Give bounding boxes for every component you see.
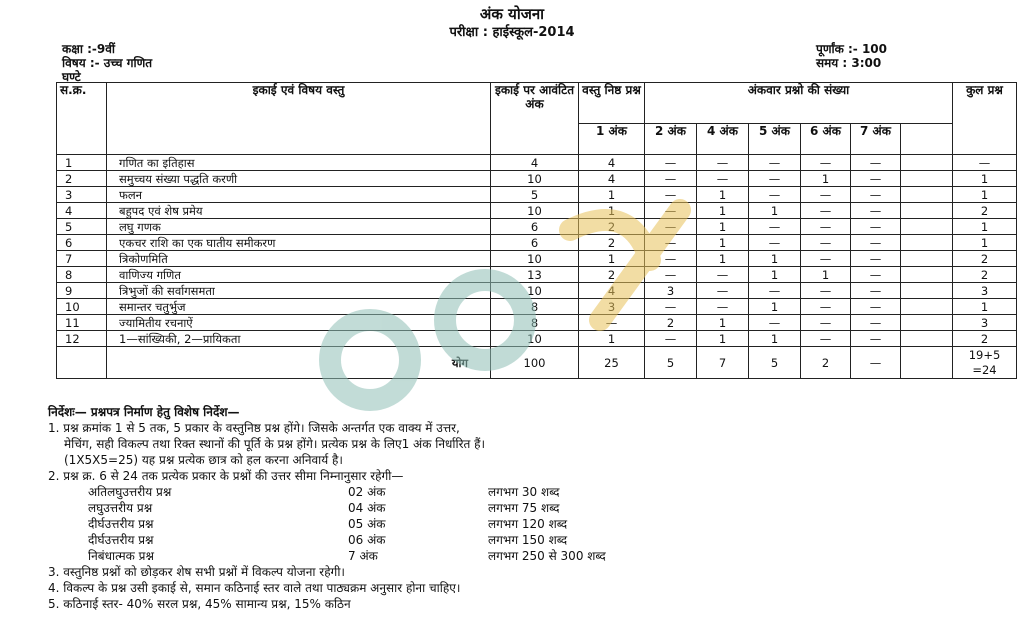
class-label: कक्षा :-9वीं bbox=[62, 42, 116, 56]
cell-total: 1 bbox=[953, 219, 1017, 235]
table-body bbox=[57, 155, 1017, 347]
table-row bbox=[57, 299, 1017, 315]
cell-blank bbox=[901, 155, 953, 171]
instruction-3: 3. वस्तुनिष्ठ प्रश्नों को छोड़कर शेष सभी प्रश्नों में विकल्प योजना रहेगी। bbox=[48, 565, 345, 579]
cell-2-marks: — bbox=[645, 171, 697, 187]
answer-limit-row bbox=[48, 548, 1008, 564]
instruction-1a: 1. प्रश्न क्रमांक 1 से 5 तक, 5 प्रकार के वस्तुनिष्ठ प्रश्न होंगे। जिसके अन्तर्गत एक वाक्य में उत्तर, bbox=[48, 421, 460, 435]
cell-2-marks: — bbox=[645, 299, 697, 315]
instructions-section bbox=[48, 404, 1008, 612]
header-total: कुल प्रश्न bbox=[953, 83, 1017, 155]
cell-sno: 3 bbox=[57, 187, 107, 203]
cell-5-marks: 1 bbox=[749, 299, 801, 315]
total-label: योग bbox=[107, 347, 491, 379]
total-2-marks: 5 bbox=[645, 347, 697, 379]
cell-7-marks: — bbox=[851, 331, 901, 347]
cell-4-marks: — bbox=[697, 299, 749, 315]
total-7-marks: — bbox=[851, 347, 901, 379]
answer-limit-row bbox=[48, 516, 1008, 532]
cell-sno: 4 bbox=[57, 203, 107, 219]
word-limit: लगभग 75 शब्द bbox=[488, 501, 560, 515]
cell-objective: 3 bbox=[579, 299, 645, 315]
total-blank bbox=[57, 347, 107, 379]
cell-total: 1 bbox=[953, 299, 1017, 315]
page-title: अंक योजना bbox=[479, 5, 545, 23]
cell-unit: 1—सांख्यिकी, 2—प्रायिकता bbox=[107, 331, 491, 347]
cell-5-marks: — bbox=[749, 171, 801, 187]
cell-marks: 6 bbox=[491, 235, 579, 251]
cell-sno: 11 bbox=[57, 315, 107, 331]
header-sno: स.क्र. bbox=[57, 83, 107, 155]
cell-6-marks: — bbox=[801, 315, 851, 331]
cell-unit: समुच्चय संख्या पद्धति करणी bbox=[107, 171, 491, 187]
hours-label: घण्टे bbox=[62, 70, 81, 84]
cell-unit: गणित का इतिहास bbox=[107, 155, 491, 171]
table-row bbox=[57, 203, 1017, 219]
cell-2-marks: — bbox=[645, 219, 697, 235]
cell-unit: त्रिभुजों की सर्वागसमता bbox=[107, 283, 491, 299]
cell-total: 1 bbox=[953, 171, 1017, 187]
cell-objective: 4 bbox=[579, 155, 645, 171]
cell-4-marks: — bbox=[697, 267, 749, 283]
cell-marks: 4 bbox=[491, 155, 579, 171]
cell-2-marks: — bbox=[645, 155, 697, 171]
cell-6-marks: — bbox=[801, 219, 851, 235]
cell-5-marks: — bbox=[749, 283, 801, 299]
total-marks: 100 bbox=[491, 347, 579, 379]
cell-7-marks: — bbox=[851, 155, 901, 171]
cell-objective: 2 bbox=[579, 267, 645, 283]
cell-objective: 1 bbox=[579, 251, 645, 267]
cell-sno: 12 bbox=[57, 331, 107, 347]
cell-5-marks: 1 bbox=[749, 267, 801, 283]
cell-7-marks: — bbox=[851, 171, 901, 187]
header-blank bbox=[901, 124, 953, 155]
cell-4-marks: 1 bbox=[697, 235, 749, 251]
cell-unit: त्रिकोणमिति bbox=[107, 251, 491, 267]
cell-2-marks: 2 bbox=[645, 315, 697, 331]
instruction-1c: (1X5X5=25) यह प्रश्न प्रत्येक छात्र को हल करना अनिवार्य है। bbox=[64, 453, 343, 467]
cell-7-marks: — bbox=[851, 251, 901, 267]
cell-6-marks: — bbox=[801, 283, 851, 299]
cell-total: 2 bbox=[953, 267, 1017, 283]
instruction-2: 2. प्रश्न क्र. 6 से 24 तक प्रत्येक प्रकार के प्रश्नों की उत्तर सीमा निम्नानुसार रहेगी— bbox=[48, 469, 404, 483]
cell-objective: 4 bbox=[579, 171, 645, 187]
total-5-marks: 5 bbox=[749, 347, 801, 379]
question-type: अतिलघुउत्तरीय प्रश्न bbox=[88, 485, 172, 499]
cell-blank bbox=[901, 299, 953, 315]
cell-blank bbox=[901, 187, 953, 203]
cell-total: 1 bbox=[953, 235, 1017, 251]
header-7-marks: 7 अंक bbox=[851, 124, 901, 155]
cell-4-marks: 1 bbox=[697, 315, 749, 331]
cell-objective: 2 bbox=[579, 219, 645, 235]
cell-6-marks: — bbox=[801, 187, 851, 203]
instruction-4: 4. विकल्प के प्रश्न उसी इकाई से, समान कठिनाई स्तर वाले तथा पाठ्यक्रम अनुसार होना चाहिए। bbox=[48, 581, 461, 595]
table-row bbox=[57, 155, 1017, 171]
cell-marks: 10 bbox=[491, 171, 579, 187]
cell-6-marks: — bbox=[801, 203, 851, 219]
cell-5-marks: — bbox=[749, 219, 801, 235]
cell-blank bbox=[901, 267, 953, 283]
total-questions bbox=[953, 347, 1017, 379]
header-6-marks: 6 अंक bbox=[801, 124, 851, 155]
table-row bbox=[57, 187, 1017, 203]
marks-value: 04 अंक bbox=[348, 501, 386, 515]
total-4-marks: 7 bbox=[697, 347, 749, 379]
cell-2-marks: 3 bbox=[645, 283, 697, 299]
instruction-1b: मेचिंग, सही विकल्प तथा रिक्त स्थानों की पूर्ति के प्रश्न होंगे। प्रत्येक प्रश्न के लिए1 अंक निर्धारित हैं। bbox=[64, 437, 486, 451]
total-questions-line1: 19+5 bbox=[968, 347, 1001, 362]
cell-6-marks: — bbox=[801, 251, 851, 267]
cell-2-marks: — bbox=[645, 235, 697, 251]
cell-objective: 4 bbox=[579, 283, 645, 299]
cell-marks: 8 bbox=[491, 299, 579, 315]
cell-total: 2 bbox=[953, 203, 1017, 219]
cell-sno: 1 bbox=[57, 155, 107, 171]
cell-7-marks: — bbox=[851, 235, 901, 251]
cell-5-marks: — bbox=[749, 315, 801, 331]
cell-total: 2 bbox=[953, 331, 1017, 347]
question-type: दीर्घउत्तरीय प्रश्न bbox=[88, 517, 154, 531]
cell-blank bbox=[901, 235, 953, 251]
cell-objective: — bbox=[579, 315, 645, 331]
cell-6-marks: — bbox=[801, 155, 851, 171]
cell-sno: 5 bbox=[57, 219, 107, 235]
cell-blank bbox=[901, 251, 953, 267]
answer-limit-row bbox=[48, 500, 1008, 516]
cell-6-marks: — bbox=[801, 235, 851, 251]
cell-6-marks: 1 bbox=[801, 171, 851, 187]
cell-6-marks: — bbox=[801, 331, 851, 347]
table-row bbox=[57, 219, 1017, 235]
cell-blank bbox=[901, 283, 953, 299]
cell-blank bbox=[901, 171, 953, 187]
cell-unit: वाणिज्य गणित bbox=[107, 267, 491, 283]
answer-limit-row bbox=[48, 484, 1008, 500]
cell-marks: 8 bbox=[491, 315, 579, 331]
header-markwise: अंकवार प्रश्नो की संख्या bbox=[645, 83, 953, 124]
cell-5-marks: — bbox=[749, 155, 801, 171]
cell-objective: 2 bbox=[579, 235, 645, 251]
cell-7-marks: — bbox=[851, 267, 901, 283]
cell-5-marks: — bbox=[749, 187, 801, 203]
answer-limits bbox=[48, 484, 1008, 564]
cell-marks: 6 bbox=[491, 219, 579, 235]
cell-unit: ज्यामितीय रचनाऐं bbox=[107, 315, 491, 331]
cell-unit: बहुपद एवं शेष प्रमेय bbox=[107, 203, 491, 219]
cell-4-marks: — bbox=[697, 283, 749, 299]
cell-sno: 8 bbox=[57, 267, 107, 283]
marks-value: 06 अंक bbox=[348, 533, 386, 547]
cell-objective: 1 bbox=[579, 187, 645, 203]
cell-4-marks: 1 bbox=[697, 187, 749, 203]
total-questions-line2: =24 bbox=[972, 362, 997, 377]
question-type: निबंधात्मक प्रश्न bbox=[88, 549, 154, 563]
table-row bbox=[57, 283, 1017, 299]
cell-unit: एकचर राशि का एक घातीय समीकरण bbox=[107, 235, 491, 251]
header-unit-marks: इकाई पर आवंटित अंक bbox=[491, 83, 579, 155]
word-limit: लगभग 30 शब्द bbox=[488, 485, 560, 499]
table-row bbox=[57, 235, 1017, 251]
cell-5-marks: — bbox=[749, 235, 801, 251]
full-marks-label: पूर्णांक :- 100 bbox=[816, 42, 887, 56]
marks-value: 05 अंक bbox=[348, 517, 386, 531]
cell-7-marks: — bbox=[851, 219, 901, 235]
cell-objective: 1 bbox=[579, 203, 645, 219]
cell-sno: 2 bbox=[57, 171, 107, 187]
cell-objective: 1 bbox=[579, 331, 645, 347]
table-row bbox=[57, 267, 1017, 283]
instruction-5: 5. कठिनाई स्तर- 40% सरल प्रश्न, 45% सामान्य प्रश्न, 15% कठिन bbox=[48, 597, 351, 611]
cell-blank bbox=[901, 203, 953, 219]
exam-subtitle: परीक्षा : हाईस्कूल-2014 bbox=[449, 25, 575, 40]
cell-4-marks: — bbox=[697, 171, 749, 187]
cell-sno: 7 bbox=[57, 251, 107, 267]
time-label: समय : 3:00 bbox=[816, 56, 882, 70]
table-row bbox=[57, 315, 1017, 331]
cell-2-marks: — bbox=[645, 251, 697, 267]
cell-5-marks: 1 bbox=[749, 251, 801, 267]
cell-4-marks: 1 bbox=[697, 331, 749, 347]
word-limit: लगभग 120 शब्द bbox=[488, 517, 568, 531]
question-type: लघुउत्तरीय प्रश्न bbox=[88, 501, 153, 515]
cell-total: — bbox=[953, 155, 1017, 171]
table-row bbox=[57, 331, 1017, 347]
cell-2-marks: — bbox=[645, 187, 697, 203]
total-objective: 25 bbox=[579, 347, 645, 379]
header-4-marks: 4 अंक bbox=[697, 124, 749, 155]
cell-7-marks: — bbox=[851, 187, 901, 203]
cell-total: 3 bbox=[953, 315, 1017, 331]
cell-marks: 10 bbox=[491, 331, 579, 347]
answer-limit-row bbox=[48, 532, 1008, 548]
cell-sno: 10 bbox=[57, 299, 107, 315]
cell-marks: 5 bbox=[491, 187, 579, 203]
cell-marks: 10 bbox=[491, 283, 579, 299]
cell-6-marks: — bbox=[801, 299, 851, 315]
subject-label: विषय :- उच्च गणित bbox=[62, 56, 153, 70]
cell-7-marks: — bbox=[851, 315, 901, 331]
header-objective: वस्तु निष्ठ प्रश्न bbox=[579, 83, 645, 124]
marking-scheme-table bbox=[56, 82, 1017, 379]
cell-total: 2 bbox=[953, 251, 1017, 267]
header-unit: इकाई एवं विषय वस्तु bbox=[107, 83, 491, 155]
cell-blank bbox=[901, 315, 953, 331]
cell-total: 1 bbox=[953, 187, 1017, 203]
cell-unit: समान्तर चतुर्भुज bbox=[107, 299, 491, 315]
cell-6-marks: 1 bbox=[801, 267, 851, 283]
question-type: दीर्घउत्तरीय प्रश्न bbox=[88, 533, 154, 547]
table-row bbox=[57, 171, 1017, 187]
header-5-marks: 5 अंक bbox=[749, 124, 801, 155]
cell-4-marks: 1 bbox=[697, 203, 749, 219]
cell-2-marks: — bbox=[645, 331, 697, 347]
word-limit: लगभग 150 शब्द bbox=[488, 533, 568, 547]
cell-2-marks: — bbox=[645, 267, 697, 283]
cell-total: 3 bbox=[953, 283, 1017, 299]
word-limit: लगभग 250 से 300 शब्द bbox=[488, 549, 606, 563]
header-1-mark: 1 अंक bbox=[579, 124, 645, 155]
instructions-heading: निर्देशः— प्रश्नपत्र निर्माण हेतु विशेष निर्देश— bbox=[48, 405, 240, 419]
cell-4-marks: — bbox=[697, 155, 749, 171]
marks-value: 7 अंक bbox=[348, 549, 378, 563]
cell-marks: 10 bbox=[491, 251, 579, 267]
cell-4-marks: 1 bbox=[697, 251, 749, 267]
cell-unit: लघु गणक bbox=[107, 219, 491, 235]
marks-value: 02 अंक bbox=[348, 485, 386, 499]
cell-unit: फलन bbox=[107, 187, 491, 203]
header-2-marks: 2 अंक bbox=[645, 124, 697, 155]
table-row bbox=[57, 251, 1017, 267]
cell-2-marks: — bbox=[645, 203, 697, 219]
cell-marks: 13 bbox=[491, 267, 579, 283]
cell-marks: 10 bbox=[491, 203, 579, 219]
cell-sno: 6 bbox=[57, 235, 107, 251]
total-blank-2 bbox=[901, 347, 953, 379]
cell-sno: 9 bbox=[57, 283, 107, 299]
cell-7-marks: — bbox=[851, 299, 901, 315]
cell-7-marks: — bbox=[851, 203, 901, 219]
cell-4-marks: 1 bbox=[697, 219, 749, 235]
cell-blank bbox=[901, 331, 953, 347]
total-6-marks: 2 bbox=[801, 347, 851, 379]
cell-7-marks: — bbox=[851, 283, 901, 299]
cell-blank bbox=[901, 219, 953, 235]
cell-5-marks: 1 bbox=[749, 203, 801, 219]
cell-5-marks: 1 bbox=[749, 331, 801, 347]
